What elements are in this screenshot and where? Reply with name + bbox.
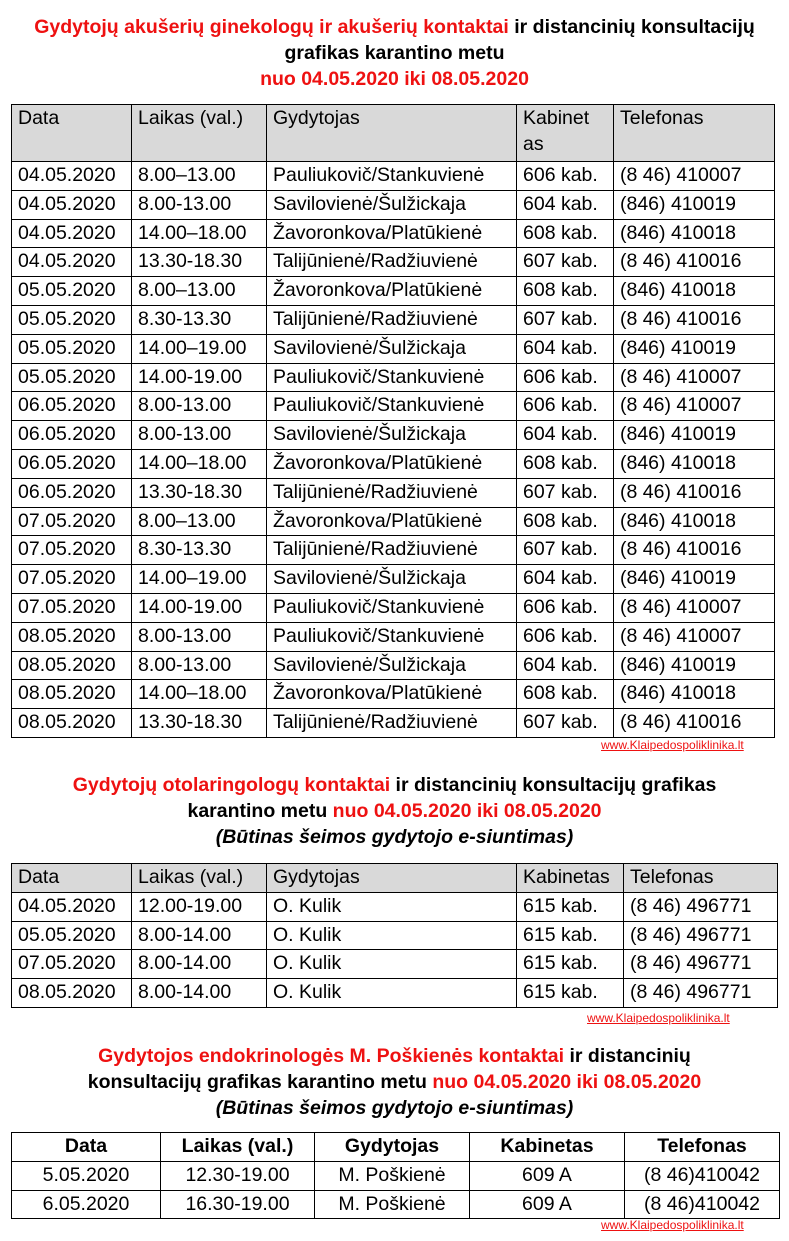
col-header-time: Laikas (val.): [132, 105, 267, 162]
date-cell: 05.05.2020: [12, 921, 132, 950]
time-cell: 8.00-14.00: [132, 979, 267, 1008]
doctor-cell: M. Poškienė: [315, 1190, 470, 1219]
col-header-phone: Telefonas: [624, 864, 778, 893]
doctor-cell: Savilovienė/Šulžickaja: [267, 190, 517, 219]
section3-title-black-2: konsultacijų grafikas karantino metu: [87, 1071, 433, 1093]
time-cell: 12.00-19.00: [132, 892, 267, 921]
phone-cell: (846) 410019: [614, 190, 775, 219]
date-cell: 06.05.2020: [12, 449, 132, 478]
table-row: [12, 1161, 780, 1190]
room-cell: 615 kab.: [517, 979, 624, 1008]
date-cell: 04.05.2020: [12, 248, 132, 277]
date-cell: 05.05.2020: [12, 277, 132, 306]
col-header-room: Kabinetas: [470, 1133, 625, 1162]
section1-title-dates: nuo 04.05.2020 iki 08.05.2020: [260, 68, 529, 90]
room-cell: 604 kab.: [517, 565, 614, 594]
table-row: [12, 593, 775, 622]
date-cell: 05.05.2020: [12, 363, 132, 392]
phone-cell: (8 46) 410007: [614, 622, 775, 651]
doctor-cell: Pauliukovič/Stankuvienė: [267, 392, 517, 421]
date-cell: 06.05.2020: [12, 421, 132, 450]
phone-cell: (846) 410018: [614, 277, 775, 306]
doctor-cell: Talijūnienė/Radžiuvienė: [267, 305, 517, 334]
phone-cell: (8 46) 410016: [614, 478, 775, 507]
doctor-cell: Savilovienė/Šulžickaja: [267, 421, 517, 450]
table-row: [12, 622, 775, 651]
room-cell: 606 kab.: [517, 162, 614, 191]
date-cell: 05.05.2020: [12, 334, 132, 363]
room-cell: 608 kab.: [517, 680, 614, 709]
table-row: [12, 162, 775, 191]
section1-header-row: [12, 105, 775, 162]
time-cell: 13.30-18.30: [132, 709, 267, 738]
time-cell: 16.30-19.00: [161, 1190, 315, 1219]
col-header-room: Kabinetas: [517, 864, 624, 893]
col-header-phone: Telefonas: [625, 1133, 780, 1162]
date-cell: 04.05.2020: [12, 190, 132, 219]
date-cell: 08.05.2020: [12, 709, 132, 738]
section1-title-black: ir distancinių konsultacijų grafikas karantino metu: [284, 16, 755, 64]
time-cell: 8.00-13.00: [132, 622, 267, 651]
phone-cell: (8 46) 496771: [624, 979, 778, 1008]
time-cell: 8.00-13.00: [132, 651, 267, 680]
col-header-room: Kabinet as: [517, 105, 614, 162]
date-cell: 07.05.2020: [12, 593, 132, 622]
doctor-cell: Talijūnienė/Radžiuvienė: [267, 709, 517, 738]
table-row: [12, 392, 775, 421]
table-row: [12, 651, 775, 680]
date-cell: 6.05.2020: [12, 1190, 161, 1219]
col-header-date: Data: [12, 864, 132, 893]
doctor-cell: Pauliukovič/Stankuvienė: [267, 622, 517, 651]
section3-header-row: [12, 1133, 780, 1162]
doctor-cell: M. Poškienė: [315, 1161, 470, 1190]
room-cell: 606 kab.: [517, 363, 614, 392]
phone-cell: (8 46) 410016: [614, 536, 775, 565]
date-cell: 08.05.2020: [12, 979, 132, 1008]
room-cell: 606 kab.: [517, 622, 614, 651]
section3-title: [0, 1043, 789, 1121]
date-cell: 06.05.2020: [12, 478, 132, 507]
date-cell: 04.05.2020: [12, 162, 132, 191]
table-row: [12, 190, 775, 219]
section2-title-black-1: ir distancinių konsultacijų grafikas: [390, 774, 717, 796]
phone-cell: (8 46)410042: [625, 1161, 780, 1190]
section3-title-black-1: ir distancinių: [564, 1045, 691, 1067]
date-cell: 07.05.2020: [12, 536, 132, 565]
doctor-cell: O. Kulik: [267, 950, 517, 979]
room-cell: 607 kab.: [517, 478, 614, 507]
room-cell: 608 kab.: [517, 449, 614, 478]
phone-cell: (846) 410018: [614, 680, 775, 709]
date-cell: 08.05.2020: [12, 680, 132, 709]
phone-cell: (846) 410019: [614, 421, 775, 450]
room-cell: 615 kab.: [517, 950, 624, 979]
section2-title: [0, 772, 789, 850]
doctor-cell: O. Kulik: [267, 979, 517, 1008]
time-cell: 8.00-13.00: [132, 392, 267, 421]
doctor-cell: Žavoronkova/Platūkienė: [267, 449, 517, 478]
date-cell: 5.05.2020: [12, 1161, 161, 1190]
doctor-cell: O. Kulik: [267, 921, 517, 950]
section2-title-black-2: karantino metu: [187, 800, 333, 822]
phone-cell: (8 46)410042: [625, 1190, 780, 1219]
col-header-date: Data: [12, 105, 132, 162]
section2-title-red: Gydytojų otolaringologų kontaktai: [72, 774, 391, 796]
table-row: [12, 219, 775, 248]
doctor-cell: Pauliukovič/Stankuvienė: [267, 363, 517, 392]
section2-note: (Būtinas šeimos gydytojo e-siuntimas): [215, 826, 574, 848]
phone-cell: (846) 410019: [614, 565, 775, 594]
phone-cell: (8 46) 410007: [614, 363, 775, 392]
time-cell: 14.00–18.00: [132, 449, 267, 478]
doctor-cell: Žavoronkova/Platūkienė: [267, 219, 517, 248]
doctor-cell: Žavoronkova/Platūkienė: [267, 277, 517, 306]
col-header-date: Data: [12, 1133, 161, 1162]
date-cell: 08.05.2020: [12, 651, 132, 680]
table-row: [12, 536, 775, 565]
table-row: [12, 709, 775, 738]
table-row: [12, 248, 775, 277]
room-cell: 604 kab.: [517, 421, 614, 450]
room-cell: 604 kab.: [517, 190, 614, 219]
date-cell: 04.05.2020: [12, 219, 132, 248]
room-cell: 615 kab.: [517, 921, 624, 950]
room-cell: 604 kab.: [517, 651, 614, 680]
time-cell: 8.00–13.00: [132, 162, 267, 191]
doctor-cell: Žavoronkova/Platūkienė: [267, 680, 517, 709]
room-cell: 607 kab.: [517, 305, 614, 334]
col-header-doctor: Gydytojas: [267, 864, 517, 893]
table-row: [12, 478, 775, 507]
website-link-2[interactable]: www.Klaipedospoliklinika.lt: [587, 1011, 730, 1025]
table-row: [12, 363, 775, 392]
room-cell: 608 kab.: [517, 277, 614, 306]
phone-cell: (846) 410019: [614, 334, 775, 363]
table-row: [12, 892, 778, 921]
doctor-cell: Žavoronkova/Platūkienė: [267, 507, 517, 536]
doctor-cell: Talijūnienė/Radžiuvienė: [267, 536, 517, 565]
section1-title-red: Gydytojų akušerių ginekologų ir akušerių kontaktai: [34, 16, 509, 38]
room-cell: 604 kab.: [517, 334, 614, 363]
phone-cell: (846) 410019: [614, 651, 775, 680]
table-row: [12, 950, 778, 979]
table-row: [12, 979, 778, 1008]
date-cell: 08.05.2020: [12, 622, 132, 651]
time-cell: 13.30-18.30: [132, 248, 267, 277]
col-header-phone: Telefonas: [614, 105, 775, 162]
doctor-cell: Savilovienė/Šulžickaja: [267, 334, 517, 363]
time-cell: 8.00-13.00: [132, 190, 267, 219]
phone-cell: (8 46) 410016: [614, 305, 775, 334]
table-row: [12, 334, 775, 363]
table-row: [12, 421, 775, 450]
website-link-3[interactable]: www.Klaipedospoliklinika.lt: [601, 1218, 744, 1232]
date-cell: 07.05.2020: [12, 565, 132, 594]
room-cell: 609 A: [470, 1161, 625, 1190]
phone-cell: (846) 410018: [614, 507, 775, 536]
phone-cell: (8 46) 496771: [624, 921, 778, 950]
room-cell: 606 kab.: [517, 593, 614, 622]
col-header-doctor: Gydytojas: [315, 1133, 470, 1162]
time-cell: 14.00–18.00: [132, 680, 267, 709]
time-cell: 8.00-14.00: [132, 950, 267, 979]
table-row: [12, 680, 775, 709]
doctor-cell: Savilovienė/Šulžickaja: [267, 565, 517, 594]
phone-cell: (8 46) 410016: [614, 248, 775, 277]
doctor-cell: Pauliukovič/Stankuvienė: [267, 593, 517, 622]
date-cell: 04.05.2020: [12, 892, 132, 921]
room-cell: 607 kab.: [517, 709, 614, 738]
section1-title: [0, 14, 789, 92]
time-cell: 12.30-19.00: [161, 1161, 315, 1190]
phone-cell: (8 46) 410007: [614, 392, 775, 421]
time-cell: 13.30-18.30: [132, 478, 267, 507]
room-cell: 608 kab.: [517, 507, 614, 536]
time-cell: 14.00-19.00: [132, 363, 267, 392]
table-row: [12, 277, 775, 306]
doctor-cell: Talijūnienė/Radžiuvienė: [267, 478, 517, 507]
website-link-1[interactable]: www.Klaipedospoliklinika.lt: [601, 738, 744, 752]
table-row: [12, 507, 775, 536]
time-cell: 8.30-13.30: [132, 305, 267, 334]
phone-cell: (846) 410018: [614, 219, 775, 248]
section2-table: [11, 863, 778, 1008]
date-cell: 07.05.2020: [12, 507, 132, 536]
room-cell: 607 kab.: [517, 536, 614, 565]
time-cell: 8.00–13.00: [132, 277, 267, 306]
table-row: [12, 921, 778, 950]
room-cell: 608 kab.: [517, 219, 614, 248]
section2-title-dates: nuo 04.05.2020 iki 08.05.2020: [332, 800, 602, 822]
section3-note: (Būtinas šeimos gydytojo e-siuntimas): [215, 1097, 574, 1119]
time-cell: 8.30-13.30: [132, 536, 267, 565]
section3-table: [11, 1132, 780, 1219]
phone-cell: (8 46) 496771: [624, 892, 778, 921]
phone-cell: (8 46) 496771: [624, 950, 778, 979]
phone-cell: (8 46) 410007: [614, 593, 775, 622]
date-cell: 07.05.2020: [12, 950, 132, 979]
room-cell: 615 kab.: [517, 892, 624, 921]
doctor-cell: Talijūnienė/Radžiuvienė: [267, 248, 517, 277]
time-cell: 14.00-19.00: [132, 593, 267, 622]
doctor-cell: Savilovienė/Šulžickaja: [267, 651, 517, 680]
col-header-time: Laikas (val.): [132, 864, 267, 893]
time-cell: 14.00–19.00: [132, 334, 267, 363]
room-cell: 609 A: [470, 1190, 625, 1219]
table-row: [12, 565, 775, 594]
room-cell: 606 kab.: [517, 392, 614, 421]
table-row: [12, 449, 775, 478]
col-header-doctor: Gydytojas: [267, 105, 517, 162]
doctor-cell: Pauliukovič/Stankuvienė: [267, 162, 517, 191]
time-cell: 8.00-14.00: [132, 921, 267, 950]
phone-cell: (8 46) 410016: [614, 709, 775, 738]
phone-cell: (846) 410018: [614, 449, 775, 478]
date-cell: 05.05.2020: [12, 305, 132, 334]
doctor-cell: O. Kulik: [267, 892, 517, 921]
time-cell: 14.00–19.00: [132, 565, 267, 594]
col-header-time: Laikas (val.): [161, 1133, 315, 1162]
section3-title-dates: nuo 04.05.2020 iki 08.05.2020: [432, 1071, 702, 1093]
time-cell: 8.00-13.00: [132, 421, 267, 450]
section3-title-red: Gydytojos endokrinologės M. Poškienės kontaktai: [98, 1045, 565, 1067]
date-cell: 06.05.2020: [12, 392, 132, 421]
time-cell: 8.00–13.00: [132, 507, 267, 536]
time-cell: 14.00–18.00: [132, 219, 267, 248]
table-row: [12, 305, 775, 334]
section1-table: [11, 104, 775, 738]
phone-cell: (8 46) 410007: [614, 162, 775, 191]
table-row: [12, 1190, 780, 1219]
room-cell: 607 kab.: [517, 248, 614, 277]
section2-header-row: [12, 864, 778, 893]
